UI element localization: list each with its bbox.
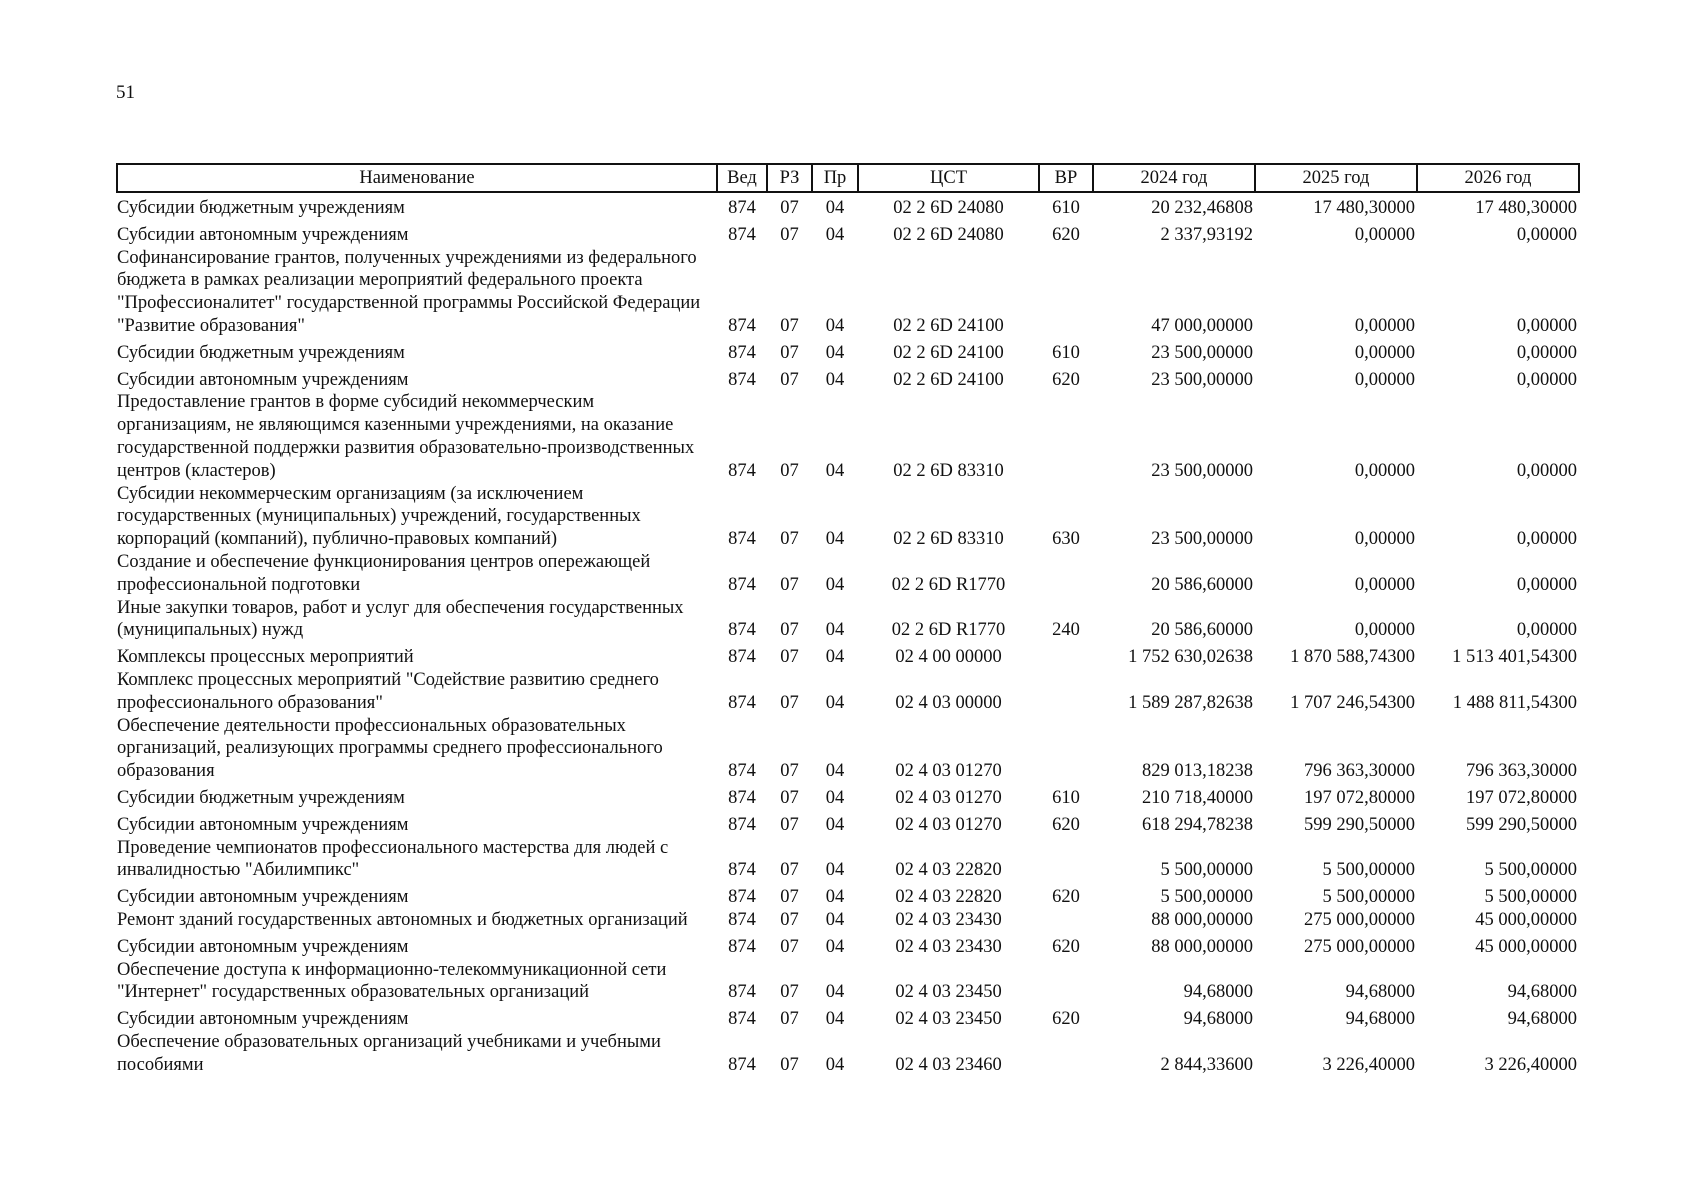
- row-2024: 5 500,00000: [1160, 887, 1253, 908]
- table-row: [117, 483, 1579, 551]
- row-name: Комплексы процессных мероприятий: [117, 647, 414, 668]
- row-cst: 02 4 03 23430: [895, 909, 1002, 930]
- row-2026: 94,68000: [1507, 1009, 1577, 1030]
- row-2025: 275 000,00000: [1304, 936, 1415, 957]
- row-pr: 04: [825, 574, 845, 595]
- row-ved: 874: [728, 460, 756, 481]
- row-rz: 07: [780, 860, 799, 881]
- row-vr: 630: [1052, 529, 1080, 550]
- row-pr: 04: [825, 982, 845, 1003]
- row-name: Субсидии автономным учреждениям: [117, 224, 409, 245]
- row-rz: 07: [780, 574, 799, 595]
- row-vr: [1039, 1031, 1093, 1077]
- header-name: Наименование: [117, 164, 717, 192]
- row-name: Субсидии бюджетным учреждениям: [117, 342, 405, 363]
- table-row: [117, 882, 1579, 909]
- row-ved: 874: [728, 814, 756, 835]
- row-2025: 599 290,50000: [1304, 814, 1415, 835]
- row-cst: 02 4 03 23460: [895, 1054, 1002, 1075]
- row-vr: [1039, 909, 1093, 932]
- row-vr: [1039, 391, 1093, 482]
- row-name: Субсидии автономным учреждениям: [117, 369, 409, 390]
- row-ved: 874: [728, 574, 756, 595]
- table-row: [117, 1031, 1579, 1077]
- row-2026: 0,00000: [1516, 574, 1577, 595]
- row-cst: 02 2 6D 83310: [893, 529, 1004, 550]
- row-ved: 874: [728, 315, 756, 336]
- row-cst: 02 2 6D 24080: [893, 224, 1004, 245]
- row-2025: 0,00000: [1354, 620, 1415, 641]
- page-number: 51: [116, 82, 135, 103]
- row-rz: 07: [780, 761, 799, 782]
- row-2024: 2 844,33600: [1160, 1054, 1253, 1075]
- row-2025: 5 500,00000: [1322, 860, 1415, 881]
- row-pr: 04: [825, 761, 845, 782]
- row-rz: 07: [780, 1009, 799, 1030]
- row-cst: 02 4 03 01270: [895, 814, 1002, 835]
- table-row: [117, 365, 1579, 392]
- header-2024: 2024 год: [1093, 164, 1255, 192]
- row-ved: 874: [728, 887, 756, 908]
- row-vr: [1039, 715, 1093, 783]
- row-2026: 1 513 401,54300: [1452, 647, 1577, 668]
- row-2025: 17 480,30000: [1313, 198, 1415, 218]
- row-2024: 23 500,00000: [1151, 529, 1253, 550]
- header-vr: ВР: [1039, 164, 1093, 192]
- table-row: [117, 783, 1579, 810]
- row-ved: 874: [728, 647, 756, 668]
- row-2026: 0,00000: [1516, 224, 1577, 245]
- row-cst: 02 4 03 00000: [895, 692, 1002, 713]
- row-2025: 94,68000: [1345, 982, 1415, 1003]
- row-ved: 874: [728, 198, 756, 218]
- row-cst: 02 4 03 01270: [895, 787, 1002, 808]
- row-2025: 796 363,30000: [1304, 761, 1415, 782]
- row-2024: 2 337,93192: [1160, 224, 1253, 245]
- row-2024: 88 000,00000: [1151, 936, 1253, 957]
- row-2025: 197 072,80000: [1304, 787, 1415, 808]
- row-cst: 02 2 6D 83310: [893, 460, 1004, 481]
- row-2024: 23 500,00000: [1151, 342, 1253, 363]
- row-name: Иные закупки товаров, работ и услуг для обеспечения государственных (муниципальных) нужд: [117, 597, 684, 641]
- header-row: [117, 164, 1579, 192]
- table-row: [117, 192, 1579, 220]
- row-pr: 04: [825, 887, 845, 908]
- row-2024: 20 586,60000: [1151, 574, 1253, 595]
- row-pr: 04: [825, 224, 845, 245]
- row-2025: 0,00000: [1354, 574, 1415, 595]
- table-row: [117, 642, 1579, 669]
- row-2025: 1 707 246,54300: [1290, 692, 1415, 713]
- row-2026: 45 000,00000: [1475, 936, 1577, 957]
- row-name: Софинансирование грантов, полученных учреждениями из федерального бюджета в рамках реализации мероприятий федерального проекта "Профессионалитет" государственной программы Российской Федерации "Развитие образования": [117, 247, 701, 336]
- row-name: Проведение чемпионатов профессионального мастерства для людей с инвалидностью "Абилимпикс": [117, 837, 669, 881]
- row-cst: 02 4 03 01270: [895, 761, 1002, 782]
- row-2024: 5 500,00000: [1160, 860, 1253, 881]
- row-2024: 94,68000: [1183, 982, 1253, 1003]
- row-ved: 874: [728, 860, 756, 881]
- table-row: [117, 338, 1579, 365]
- row-cst: 02 2 6D 24080: [893, 198, 1004, 218]
- row-cst: 02 4 00 00000: [895, 647, 1002, 668]
- row-2024: 1 752 630,02638: [1128, 647, 1253, 668]
- row-cst: 02 2 6D 24100: [893, 369, 1004, 390]
- row-vr: [1039, 669, 1093, 715]
- table-row: [117, 909, 1579, 932]
- row-pr: 04: [825, 369, 845, 390]
- row-rz: 07: [780, 692, 799, 713]
- row-vr: [1039, 837, 1093, 883]
- row-vr: 240: [1052, 620, 1080, 641]
- row-vr: 620: [1052, 369, 1080, 390]
- row-cst: 02 4 03 23430: [895, 936, 1002, 957]
- row-2025: 0,00000: [1354, 224, 1415, 245]
- row-rz: 07: [780, 224, 799, 245]
- row-vr: [1039, 642, 1093, 669]
- row-name: Комплекс процессных мероприятий "Содействие развитию среднего профессионального образования": [117, 669, 659, 713]
- table-body: [117, 192, 1579, 1076]
- row-name: Субсидии автономным учреждениям: [117, 1009, 409, 1030]
- row-pr: 04: [825, 315, 845, 336]
- row-cst: 02 2 6D 24100: [893, 315, 1004, 336]
- row-rz: 07: [780, 647, 799, 668]
- table-row: [117, 715, 1579, 783]
- row-2024: 1 589 287,82638: [1128, 692, 1253, 713]
- row-2024: 23 500,00000: [1151, 460, 1253, 481]
- row-ved: 874: [728, 224, 756, 245]
- row-ved: 874: [728, 936, 756, 957]
- row-ved: 874: [728, 909, 756, 930]
- row-rz: 07: [780, 342, 799, 363]
- row-2025: 0,00000: [1354, 369, 1415, 390]
- row-ved: 874: [728, 787, 756, 808]
- row-cst: 02 2 6D 24100: [893, 342, 1004, 363]
- row-cst: 02 4 03 23450: [895, 1009, 1002, 1030]
- header-rz: РЗ: [767, 164, 812, 192]
- row-rz: 07: [780, 887, 799, 908]
- row-vr: 620: [1052, 814, 1080, 835]
- row-cst: 02 2 6D R1770: [891, 620, 1006, 641]
- row-pr: 04: [825, 647, 845, 668]
- row-pr: 04: [825, 909, 845, 930]
- row-name: Обеспечение доступа к информационно-телекоммуникационной сети "Интернет" государственных образовательных организаций: [117, 959, 667, 1003]
- row-2026: 197 072,80000: [1466, 787, 1577, 808]
- row-ved: 874: [728, 692, 756, 713]
- row-ved: 874: [728, 529, 756, 550]
- row-ved: 874: [728, 620, 756, 641]
- row-name: Обеспечение образовательных организаций учебниками и учебными пособиями: [117, 1031, 661, 1075]
- row-2025: 5 500,00000: [1322, 887, 1415, 908]
- table-row: [117, 837, 1579, 883]
- row-rz: 07: [780, 814, 799, 835]
- row-2024: 829 013,18238: [1142, 761, 1253, 782]
- row-pr: 04: [825, 692, 845, 713]
- row-name: Субсидии бюджетным учреждениям: [117, 198, 405, 218]
- row-cst: 02 4 03 23450: [895, 982, 1002, 1003]
- budget-table: [116, 163, 1580, 1076]
- row-rz: 07: [780, 982, 799, 1003]
- row-2026: 796 363,30000: [1466, 761, 1577, 782]
- row-2024: 20 232,46808: [1151, 198, 1253, 218]
- table-row: [117, 1004, 1579, 1031]
- table-row: [117, 669, 1579, 715]
- row-2026: 599 290,50000: [1466, 814, 1577, 835]
- row-name: Обеспечение деятельности профессиональных образовательных организаций, реализующих программы среднего профессионального образования: [117, 715, 663, 782]
- row-rz: 07: [780, 529, 799, 550]
- row-2025: 1 870 588,74300: [1290, 647, 1415, 668]
- table-row: [117, 932, 1579, 959]
- table-row: [117, 959, 1579, 1005]
- row-ved: 874: [728, 1009, 756, 1030]
- row-rz: 07: [780, 620, 799, 641]
- header-2025: 2025 год: [1255, 164, 1417, 192]
- row-pr: 04: [825, 198, 845, 218]
- row-2024: 47 000,00000: [1151, 315, 1253, 336]
- row-rz: 07: [780, 1054, 799, 1075]
- row-name: Субсидии автономным учреждениям: [117, 936, 409, 957]
- row-ved: 874: [728, 1054, 756, 1075]
- row-vr: [1039, 959, 1093, 1005]
- row-2024: 94,68000: [1183, 1009, 1253, 1030]
- row-vr: 610: [1052, 787, 1080, 808]
- row-2026: 0,00000: [1516, 529, 1577, 550]
- row-rz: 07: [780, 315, 799, 336]
- row-2026: 3 226,40000: [1484, 1054, 1577, 1075]
- row-2025: 3 226,40000: [1322, 1054, 1415, 1075]
- row-2026: 0,00000: [1516, 315, 1577, 336]
- row-ved: 874: [728, 342, 756, 363]
- row-pr: 04: [825, 620, 845, 641]
- row-pr: 04: [825, 787, 845, 808]
- row-rz: 07: [780, 936, 799, 957]
- row-name: Субсидии бюджетным учреждениям: [117, 787, 405, 808]
- table-row: [117, 551, 1579, 597]
- row-vr: 620: [1052, 887, 1080, 908]
- row-name: Субсидии автономным учреждениям: [117, 887, 409, 908]
- row-rz: 07: [780, 787, 799, 808]
- row-2026: 0,00000: [1516, 342, 1577, 363]
- row-2024: 88 000,00000: [1151, 909, 1253, 930]
- row-vr: 610: [1052, 342, 1080, 363]
- row-pr: 04: [825, 342, 845, 363]
- row-2025: 275 000,00000: [1304, 909, 1415, 930]
- row-name: Субсидии некоммерческим организациям (за исключением государственных (муниципальных) учреждений, государственных корпораций (компаний), публично-правовых компаний): [117, 483, 641, 550]
- row-pr: 04: [825, 460, 845, 481]
- row-vr: 610: [1052, 198, 1080, 218]
- row-2026: 17 480,30000: [1475, 198, 1577, 218]
- row-2025: 0,00000: [1354, 460, 1415, 481]
- row-ved: 874: [728, 369, 756, 390]
- row-2026: 0,00000: [1516, 369, 1577, 390]
- row-2024: 618 294,78238: [1142, 814, 1253, 835]
- row-2026: 94,68000: [1507, 982, 1577, 1003]
- row-vr: 620: [1052, 936, 1080, 957]
- row-rz: 07: [780, 198, 799, 218]
- row-name: Субсидии автономным учреждениям: [117, 814, 409, 835]
- table-row: [117, 597, 1579, 643]
- row-2025: 0,00000: [1354, 529, 1415, 550]
- row-pr: 04: [825, 936, 845, 957]
- row-2025: 0,00000: [1354, 342, 1415, 363]
- row-pr: 04: [825, 814, 845, 835]
- row-2026: 0,00000: [1516, 620, 1577, 641]
- table-row: [117, 247, 1579, 338]
- row-cst: 02 4 03 22820: [895, 860, 1002, 881]
- row-2024: 20 586,60000: [1151, 620, 1253, 641]
- row-2024: 210 718,40000: [1142, 787, 1253, 808]
- row-name: Создание и обеспечение функционирования центров опережающей профессиональной подготовки: [117, 551, 651, 595]
- table-row: [117, 391, 1579, 482]
- row-rz: 07: [780, 909, 799, 930]
- row-rz: 07: [780, 460, 799, 481]
- row-2025: 94,68000: [1345, 1009, 1415, 1030]
- row-2026: 45 000,00000: [1475, 909, 1577, 930]
- row-2026: 0,00000: [1516, 460, 1577, 481]
- row-2024: 23 500,00000: [1151, 369, 1253, 390]
- row-name: Ремонт зданий государственных автономных и бюджетных организаций: [117, 909, 688, 930]
- row-2026: 5 500,00000: [1484, 860, 1577, 881]
- row-vr: 620: [1052, 224, 1080, 245]
- row-pr: 04: [825, 1009, 845, 1030]
- table-header: [117, 164, 1579, 192]
- header-2026: 2026 год: [1417, 164, 1579, 192]
- table-row: [117, 220, 1579, 247]
- header-pr: Пр: [812, 164, 858, 192]
- row-pr: 04: [825, 860, 845, 881]
- row-cst: 02 2 6D R1770: [891, 574, 1006, 595]
- row-vr: 620: [1052, 1009, 1080, 1030]
- row-ved: 874: [728, 761, 756, 782]
- row-rz: 07: [780, 369, 799, 390]
- row-vr: [1039, 551, 1093, 597]
- header-cst: ЦСТ: [858, 164, 1039, 192]
- row-name: Предоставление грантов в форме субсидий некоммерческим организациям, не являющимся казенными учреждениями, на оказание государственной поддержки развития образовательно-производственных центров (кластеров): [117, 392, 695, 481]
- row-ved: 874: [728, 982, 756, 1003]
- row-cst: 02 4 03 22820: [895, 887, 1002, 908]
- row-2026: 1 488 811,54300: [1452, 692, 1577, 713]
- table-row: [117, 810, 1579, 837]
- row-vr: [1039, 247, 1093, 338]
- row-pr: 04: [825, 1054, 845, 1075]
- row-2025: 0,00000: [1354, 315, 1415, 336]
- header-ved: Вед: [717, 164, 767, 192]
- row-pr: 04: [825, 529, 845, 550]
- row-2026: 5 500,00000: [1484, 887, 1577, 908]
